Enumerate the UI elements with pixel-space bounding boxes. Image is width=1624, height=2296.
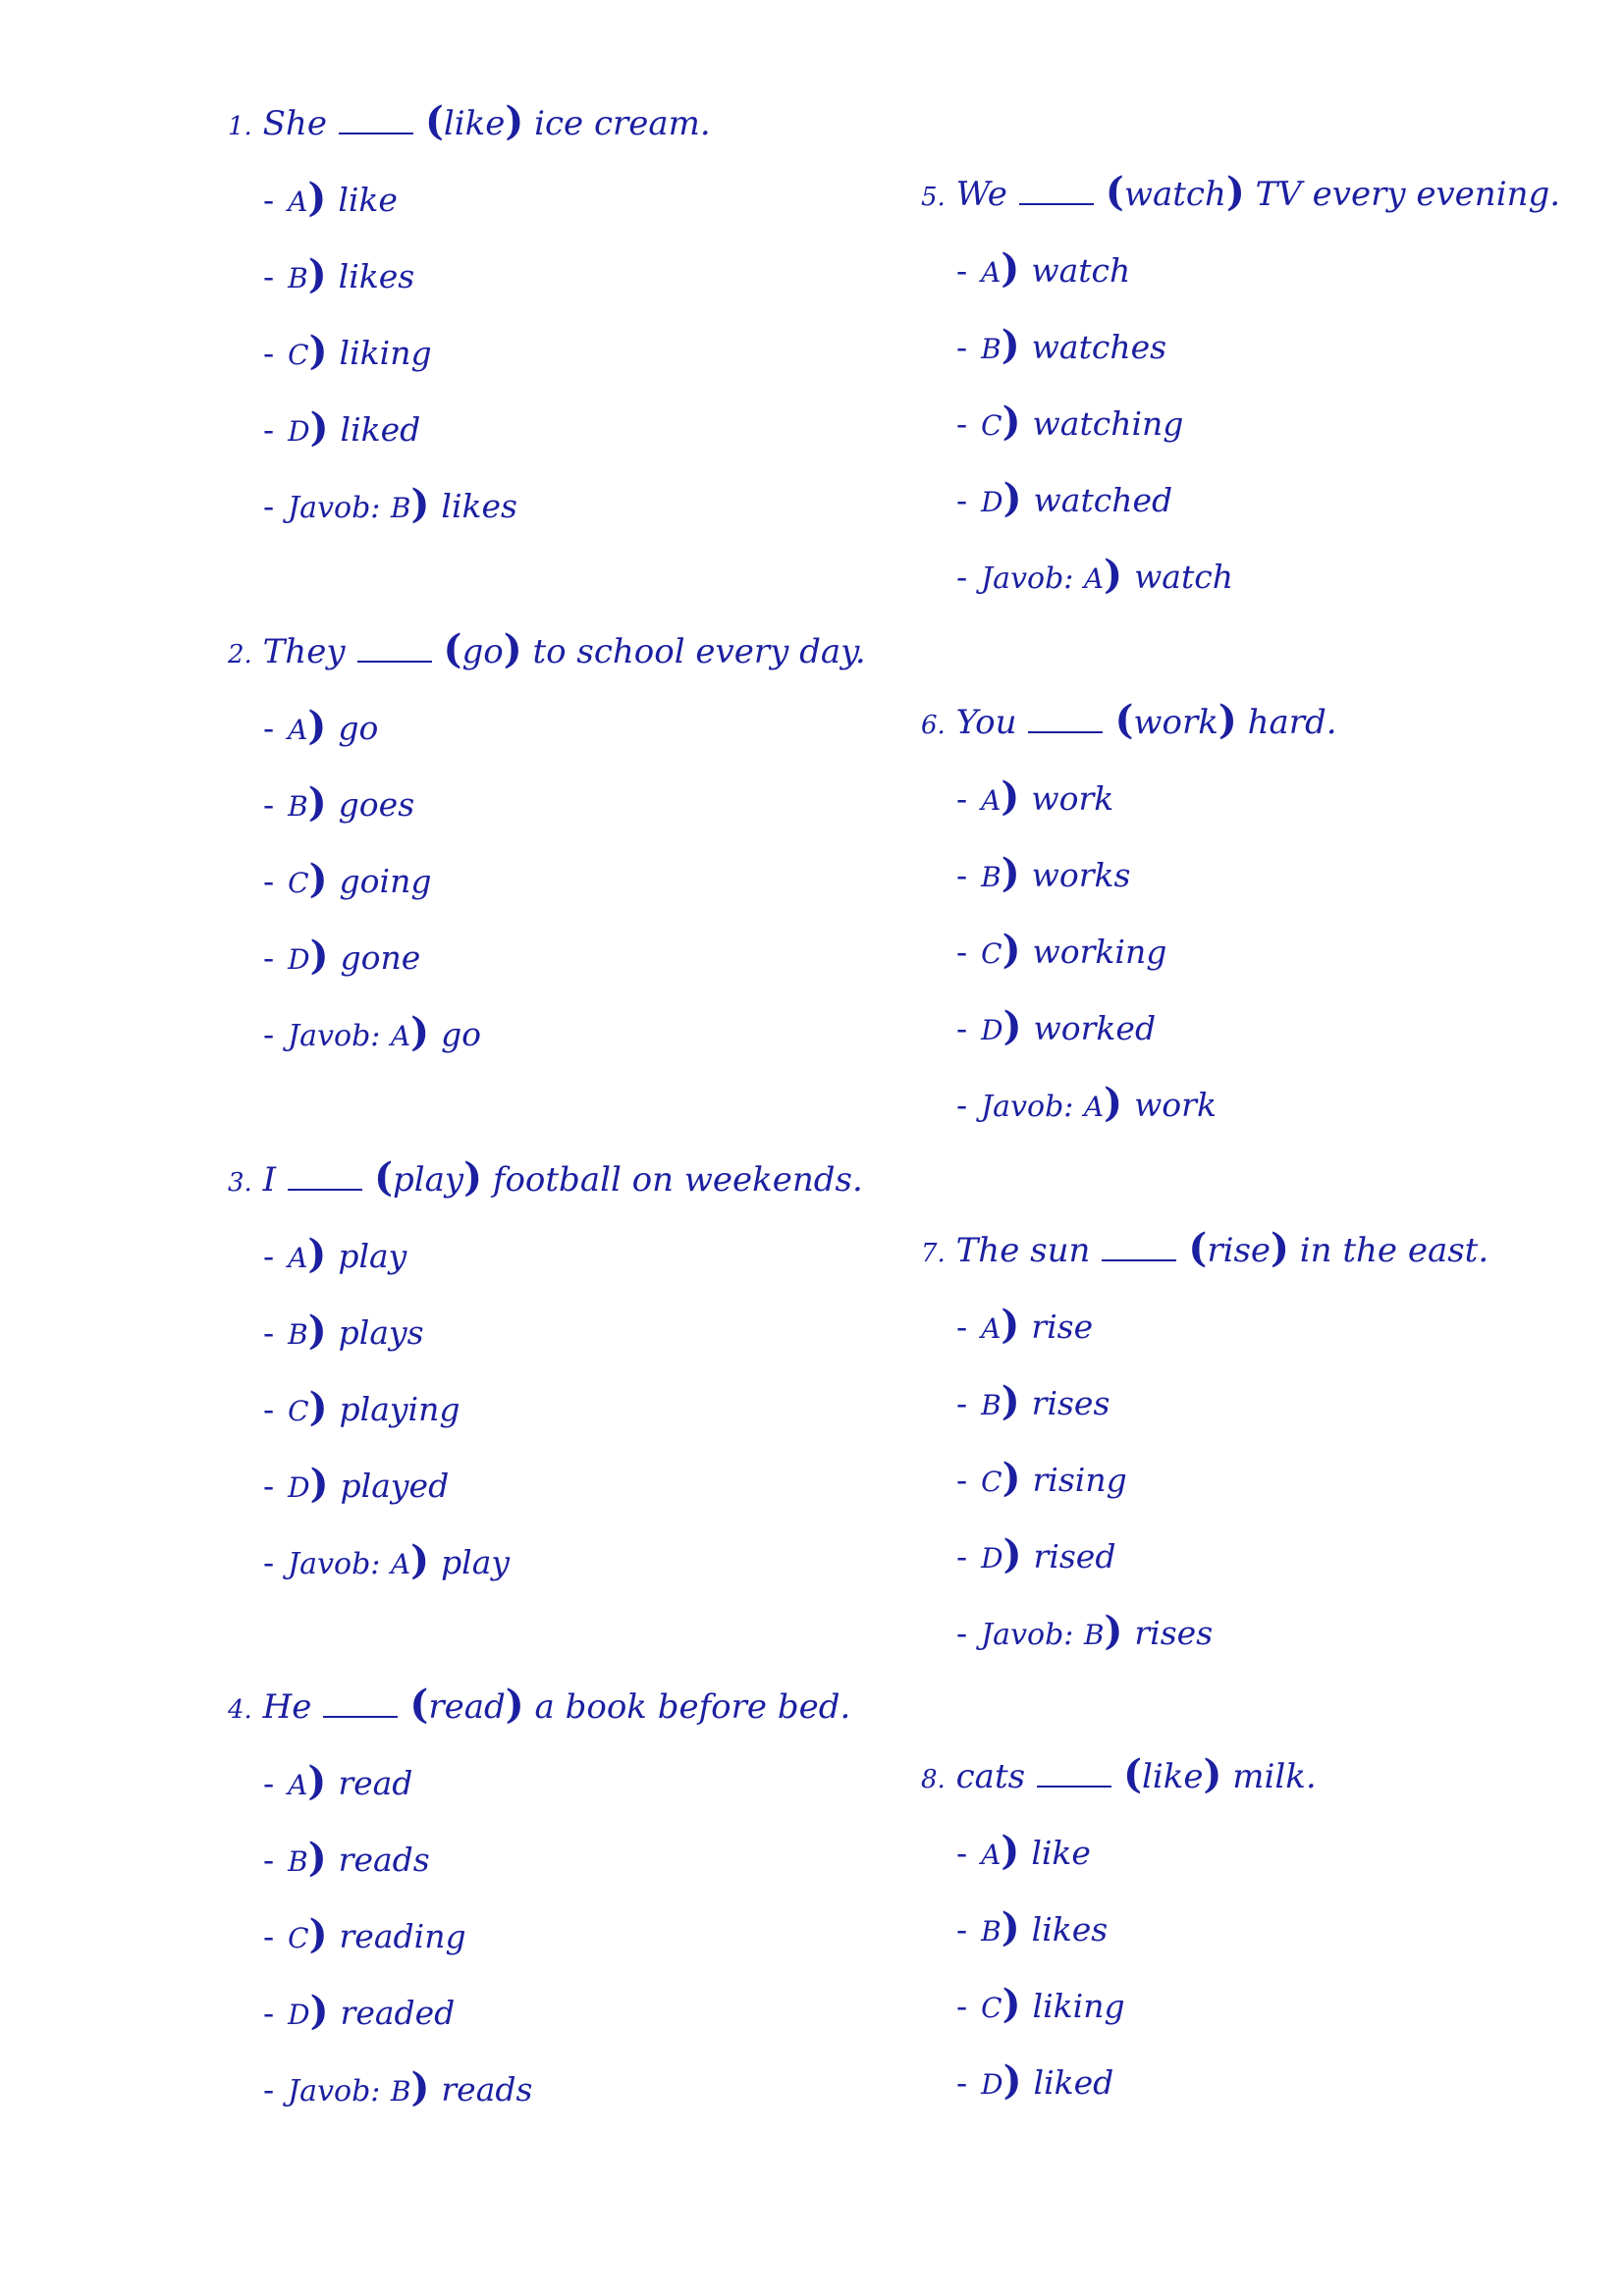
question-subject: He <box>262 1687 312 1727</box>
dash: - <box>956 404 968 443</box>
option-item <box>263 175 974 221</box>
question-block <box>921 169 1624 632</box>
option-bracket: ) <box>307 251 327 297</box>
option-item <box>956 322 1624 368</box>
open-paren: ( <box>1188 1225 1208 1271</box>
question-number: 5. <box>921 183 946 212</box>
option-item <box>956 1378 1624 1424</box>
option-bracket: ) <box>1001 399 1021 445</box>
option-letter: B <box>288 790 308 823</box>
option-bracket: ) <box>307 175 327 221</box>
dash: - <box>263 181 275 219</box>
option-bracket: ) <box>1002 475 1022 521</box>
dash: - <box>263 938 275 977</box>
dash: - <box>263 785 275 824</box>
option-text: worked <box>1033 1009 1157 1047</box>
option-letter: A <box>288 1242 308 1274</box>
option-item <box>263 1988 974 2034</box>
open-paren: ( <box>424 98 444 144</box>
answer-blank <box>339 107 413 134</box>
question-block <box>921 1225 1624 1688</box>
dash: - <box>956 1834 968 1872</box>
open-paren: ( <box>409 1682 429 1728</box>
open-paren: ( <box>1105 169 1124 215</box>
option-bracket: ) <box>1002 2057 1022 2104</box>
option-text: gone <box>340 938 421 977</box>
question-verb: read <box>428 1687 506 1727</box>
answer-bracket: ) <box>410 481 430 527</box>
question-verb: rise <box>1207 1231 1272 1270</box>
option-letter: C <box>981 937 1002 970</box>
dash: - <box>263 862 275 900</box>
option-letter: C <box>981 1992 1002 2024</box>
question-line <box>228 1682 974 1728</box>
option-item <box>956 475 1624 521</box>
answer-letter: B <box>1083 1619 1105 1651</box>
question-subject: The sun <box>955 1231 1091 1270</box>
question-number: 8. <box>921 1765 946 1794</box>
dash: - <box>956 779 968 818</box>
question-verb: work <box>1133 703 1218 742</box>
option-item <box>263 703 974 749</box>
answer-label: Javob: <box>288 491 381 525</box>
question-rest: milk. <box>1232 1757 1317 1796</box>
dash: - <box>956 1987 968 2025</box>
option-bracket: ) <box>308 856 328 902</box>
question-line <box>921 1751 1624 1797</box>
answer-label: Javob: <box>981 1090 1074 1124</box>
option-letter: A <box>288 186 308 218</box>
option-item <box>956 1302 1624 1348</box>
option-text: rised <box>1033 1537 1116 1575</box>
option-letter: C <box>288 339 309 371</box>
answer-line <box>263 1537 974 1583</box>
dash: - <box>263 487 275 525</box>
question-block <box>921 697 1624 1160</box>
option-text: working <box>1032 933 1167 971</box>
option-item <box>263 1384 974 1430</box>
dash: - <box>263 257 275 295</box>
answer-text: go <box>441 1015 482 1053</box>
close-paren: ) <box>1271 1225 1289 1271</box>
option-letter: A <box>981 1312 1001 1345</box>
option-bracket: ) <box>307 1308 327 1354</box>
answer-text: reads <box>441 2070 533 2109</box>
question-block <box>228 626 974 1090</box>
dash: - <box>263 1237 275 1275</box>
dash: - <box>956 1384 968 1422</box>
option-bracket: ) <box>1002 1003 1022 1049</box>
question-subject: I <box>262 1160 277 1200</box>
option-item <box>263 1835 974 1881</box>
dash: - <box>263 1543 275 1581</box>
dash: - <box>956 2063 968 2102</box>
answer-blank <box>288 1163 362 1191</box>
option-bracket: ) <box>307 1758 327 1804</box>
close-paren: ) <box>505 1682 524 1728</box>
answer-label: Javob: <box>288 1547 381 1581</box>
close-paren: ) <box>1218 697 1237 743</box>
dash: - <box>263 1467 275 1505</box>
dash: - <box>263 1390 275 1428</box>
question-verb: play <box>393 1160 464 1200</box>
dash: - <box>956 856 968 894</box>
dash: - <box>263 1994 275 2032</box>
answer-text: likes <box>441 487 517 525</box>
question-number: 1. <box>228 112 252 141</box>
option-letter: D <box>981 1542 1003 1575</box>
close-paren: ) <box>505 98 524 144</box>
question-rest: football on weekends. <box>492 1160 863 1200</box>
question-rest: in the east. <box>1299 1231 1489 1270</box>
option-text: watch <box>1031 251 1131 290</box>
option-letter: A <box>981 256 1001 289</box>
close-paren: ) <box>503 626 522 672</box>
option-bracket: ) <box>309 933 329 979</box>
dash: - <box>956 1086 968 1124</box>
option-text: rise <box>1031 1308 1094 1346</box>
option-letter: D <box>288 1471 310 1504</box>
option-bracket: ) <box>1001 1904 1020 1950</box>
answer-bracket: ) <box>1104 1608 1123 1654</box>
option-bracket: ) <box>1001 1828 1020 1874</box>
option-item <box>263 1911 974 1957</box>
option-text: going <box>339 862 432 900</box>
question-block <box>228 1154 974 1618</box>
option-bracket: ) <box>308 328 328 374</box>
option-text: plays <box>338 1313 424 1352</box>
answer-text: watch <box>1134 558 1233 596</box>
option-item <box>956 2057 1624 2104</box>
dash: - <box>956 251 968 290</box>
question-verb: like <box>1142 1757 1204 1796</box>
close-paren: ) <box>463 1154 483 1201</box>
dash: - <box>956 558 968 596</box>
open-paren: ( <box>374 1154 393 1201</box>
option-letter: D <box>981 486 1003 518</box>
option-bracket: ) <box>1001 322 1020 368</box>
option-item <box>956 1981 1624 2027</box>
option-item <box>263 933 974 979</box>
option-letter: B <box>288 1845 308 1878</box>
open-paren: ( <box>443 626 462 672</box>
option-bracket: ) <box>307 1835 327 1881</box>
answer-blank <box>1019 178 1094 205</box>
option-text: go <box>338 709 379 747</box>
question-number: 2. <box>228 640 252 669</box>
option-bracket: ) <box>1001 245 1020 292</box>
option-item <box>956 1828 1624 1874</box>
question-line <box>921 697 1624 743</box>
dash: - <box>956 328 968 366</box>
option-text: watches <box>1031 328 1167 366</box>
dash: - <box>263 1764 275 1802</box>
answer-bracket: ) <box>410 1009 430 1055</box>
question-block <box>228 98 974 561</box>
option-text: liking <box>1032 1987 1125 2025</box>
answer-bracket: ) <box>410 2064 430 2110</box>
answer-blank <box>323 1690 398 1718</box>
option-bracket: ) <box>309 1461 329 1507</box>
dash: - <box>956 1537 968 1575</box>
question-subject: You <box>955 703 1017 742</box>
option-text: rises <box>1031 1384 1110 1422</box>
answer-bracket: ) <box>410 1537 430 1583</box>
question-line <box>228 1154 974 1201</box>
option-letter: B <box>288 262 308 294</box>
option-item <box>956 927 1624 973</box>
option-letter: B <box>981 861 1001 893</box>
dash: - <box>956 1461 968 1499</box>
option-item <box>956 1455 1624 1501</box>
answer-bracket: ) <box>1104 552 1123 598</box>
option-bracket: ) <box>307 703 327 749</box>
question-subject: cats <box>955 1757 1026 1796</box>
dash: - <box>956 1308 968 1346</box>
answer-blank <box>1028 706 1103 733</box>
answer-blank <box>1037 1760 1111 1788</box>
question-subject: She <box>262 104 327 143</box>
option-letter: B <box>981 333 1001 365</box>
option-item <box>956 1003 1624 1049</box>
answer-label: Javob: <box>288 1019 381 1053</box>
question-subject: They <box>262 632 346 671</box>
option-bracket: ) <box>307 779 327 826</box>
option-letter: A <box>981 1839 1001 1871</box>
option-text: watching <box>1032 404 1184 443</box>
option-item <box>956 399 1624 445</box>
option-letter: B <box>288 1318 308 1351</box>
answer-line <box>956 552 1624 598</box>
answer-bracket: ) <box>1104 1080 1123 1126</box>
question-line <box>228 626 974 672</box>
dash: - <box>263 1015 275 1053</box>
option-text: work <box>1031 779 1114 818</box>
question-rest: ice cream. <box>534 104 711 143</box>
option-letter: B <box>981 1915 1001 1948</box>
option-text: play <box>338 1237 407 1275</box>
option-letter: D <box>288 415 310 448</box>
option-text: watched <box>1033 481 1173 519</box>
option-letter: C <box>981 409 1002 442</box>
option-item <box>956 1904 1624 1950</box>
option-text: works <box>1031 856 1131 894</box>
answer-blank <box>1102 1234 1176 1261</box>
option-text: likes <box>338 257 415 295</box>
question-number: 7. <box>921 1239 946 1268</box>
question-rest: a book before bed. <box>534 1687 851 1727</box>
dash: - <box>956 1910 968 1949</box>
close-paren: ) <box>1203 1751 1222 1797</box>
option-item <box>263 1231 974 1277</box>
option-bracket: ) <box>1001 927 1021 973</box>
option-text: like <box>1031 1834 1091 1872</box>
question-rest: hard. <box>1247 703 1337 742</box>
option-bracket: ) <box>1001 1378 1020 1424</box>
option-letter: D <box>981 1014 1003 1046</box>
option-letter: C <box>288 1395 309 1427</box>
answer-letter: B <box>390 492 411 524</box>
option-bracket: ) <box>1001 774 1020 820</box>
option-letter: C <box>288 867 309 899</box>
answer-label: Javob: <box>981 561 1074 596</box>
question-line <box>921 1225 1624 1271</box>
option-text: like <box>338 181 398 219</box>
option-item <box>263 779 974 826</box>
close-paren: ) <box>1225 169 1245 215</box>
open-paren: ( <box>1123 1751 1142 1797</box>
answer-label: Javob: <box>981 1618 1074 1652</box>
answer-letter: B <box>390 2075 411 2108</box>
option-letter: D <box>981 2068 1003 2101</box>
option-text: rising <box>1032 1461 1127 1499</box>
answer-letter: A <box>390 1020 411 1052</box>
dash: - <box>263 709 275 747</box>
dash: - <box>263 1917 275 1955</box>
question-block <box>228 1682 974 2145</box>
dash: - <box>263 2070 275 2109</box>
option-letter: B <box>981 1389 1001 1421</box>
option-text: likes <box>1031 1910 1109 1949</box>
option-bracket: ) <box>309 404 329 451</box>
answer-text: rises <box>1134 1614 1214 1652</box>
option-letter: D <box>288 1999 310 2031</box>
option-text: liked <box>340 410 421 449</box>
option-bracket: ) <box>1001 1455 1021 1501</box>
option-text: liked <box>1033 2063 1114 2102</box>
question-verb: like <box>443 104 506 143</box>
option-item <box>956 774 1624 820</box>
answer-blank <box>357 635 432 663</box>
dash: - <box>956 1009 968 1047</box>
answer-line <box>263 1009 974 1055</box>
question-verb: go <box>461 632 504 671</box>
answer-letter: A <box>390 1548 411 1580</box>
option-text: reads <box>338 1841 430 1879</box>
answer-letter: A <box>1083 1091 1105 1123</box>
question-rest: to school every day. <box>532 632 866 671</box>
question-block <box>921 1751 1624 2138</box>
option-item <box>956 245 1624 292</box>
question-rest: TV every evening. <box>1255 175 1561 214</box>
open-paren: ( <box>1114 697 1134 743</box>
answer-letter: A <box>1083 562 1105 595</box>
option-bracket: ) <box>309 1988 329 2034</box>
option-item <box>263 404 974 451</box>
option-text: goes <box>338 785 415 824</box>
question-line <box>921 169 1624 215</box>
option-item <box>263 251 974 297</box>
dash: - <box>956 481 968 519</box>
option-bracket: ) <box>1001 850 1020 896</box>
option-letter: A <box>288 1769 308 1801</box>
option-letter: A <box>981 784 1001 817</box>
option-item <box>956 850 1624 896</box>
option-bracket: ) <box>1001 1302 1020 1348</box>
answer-line <box>263 481 974 527</box>
option-bracket: ) <box>1002 1531 1022 1577</box>
dash: - <box>956 933 968 971</box>
option-text: played <box>340 1467 450 1505</box>
dash: - <box>263 334 275 372</box>
option-bracket: ) <box>308 1911 328 1957</box>
answer-line <box>956 1608 1624 1654</box>
dash: - <box>263 1841 275 1879</box>
answer-line <box>263 2064 974 2110</box>
option-bracket: ) <box>307 1231 327 1277</box>
question-number: 4. <box>228 1695 252 1725</box>
question-line <box>228 98 974 144</box>
option-item <box>956 1531 1624 1577</box>
question-subject: We <box>955 175 1007 214</box>
option-bracket: ) <box>1001 1981 1021 2027</box>
option-item <box>263 1758 974 1804</box>
option-letter: D <box>288 943 310 976</box>
option-item <box>263 856 974 902</box>
option-letter: C <box>288 1922 309 1954</box>
dash: - <box>263 410 275 449</box>
option-text: read <box>338 1764 413 1802</box>
answer-text: play <box>441 1543 511 1581</box>
option-item <box>263 1461 974 1507</box>
option-letter: A <box>288 714 308 746</box>
answer-line <box>956 1080 1624 1126</box>
question-verb: watch <box>1123 175 1226 214</box>
option-item <box>263 1308 974 1354</box>
dash: - <box>956 1614 968 1652</box>
option-text: playing <box>339 1390 460 1428</box>
answer-label: Javob: <box>288 2074 381 2109</box>
option-bracket: ) <box>308 1384 328 1430</box>
option-item <box>263 328 974 374</box>
question-number: 6. <box>921 711 946 740</box>
option-text: reading <box>339 1917 466 1955</box>
option-text: readed <box>340 1994 456 2032</box>
question-number: 3. <box>228 1168 252 1198</box>
dash: - <box>263 1313 275 1352</box>
option-text: liking <box>339 334 432 372</box>
option-letter: C <box>981 1466 1002 1498</box>
answer-text: work <box>1134 1086 1217 1124</box>
